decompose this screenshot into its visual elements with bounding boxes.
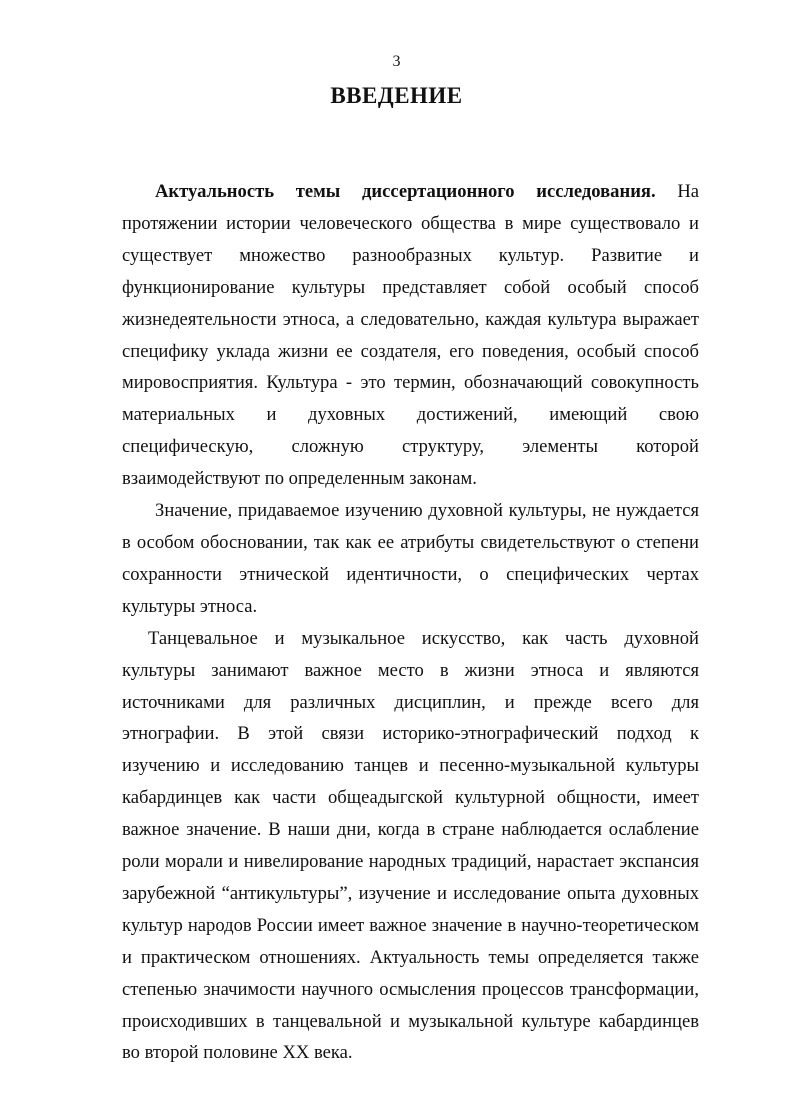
section-title: ВВЕДЕНИЕ — [330, 83, 463, 108]
page-number: 3 — [392, 53, 401, 70]
paragraph-spiritual-culture: Значение, придаваемое изучению духовной культуры, не нуждается в особом обосновании, так как ее атрибуты свидетельствуют о степени сохранности этнической идентичности, о специфических чертах культуры этноса. — [122, 500, 699, 617]
paragraph-text: На протяжении истории человеческого общества в мире существовало и существует множество разнообразных культур. Развитие и функционирование культуры представляет собой особый способ жизнедеятельности этноса, а следовательно, каждая культура выражает специфику уклада жизни ее создателя, его поведения, особый способ мировосприятия. Культура - это термин, обозначающий совокупность материальных и духовных достижений, имеющий свою специфическую, сложную структуру, элементы которой взаимодействуют по определенным законам. — [122, 181, 699, 490]
paragraph-relevance — [122, 176, 699, 495]
paragraph-dance-music: Танцевальное и музыкальное искусство, как часть духовной культуры занимают важное место в жизни этноса и являются источниками для различных дисциплин, и прежде всего для этнографии. В этой связи историко-этнографический подход к изучению и исследованию танцев и песенно-музыкальной культуры кабардинцев как части общеадыгской культурной общности, имеет важное значение. В наши дни, когда в стране наблюдается ослабление роли морали и нивелирование народных традиций, нарастает экспансия зарубежной “антикультуры”, изучение и исследование опыта духовных культур народов России имеет важное значение в научно-теоретическом и практическом отношениях. Актуальность темы определяется также степенью значимости научного осмысления процессов трансформации, происходивших в танцевальной и музыкальной культуре кабардинцев во второй половине XX века. — [122, 627, 699, 1064]
paragraph-lead-heading: Актуальность темы диссертационного исследования. — [155, 181, 656, 202]
body-text — [122, 176, 699, 1069]
